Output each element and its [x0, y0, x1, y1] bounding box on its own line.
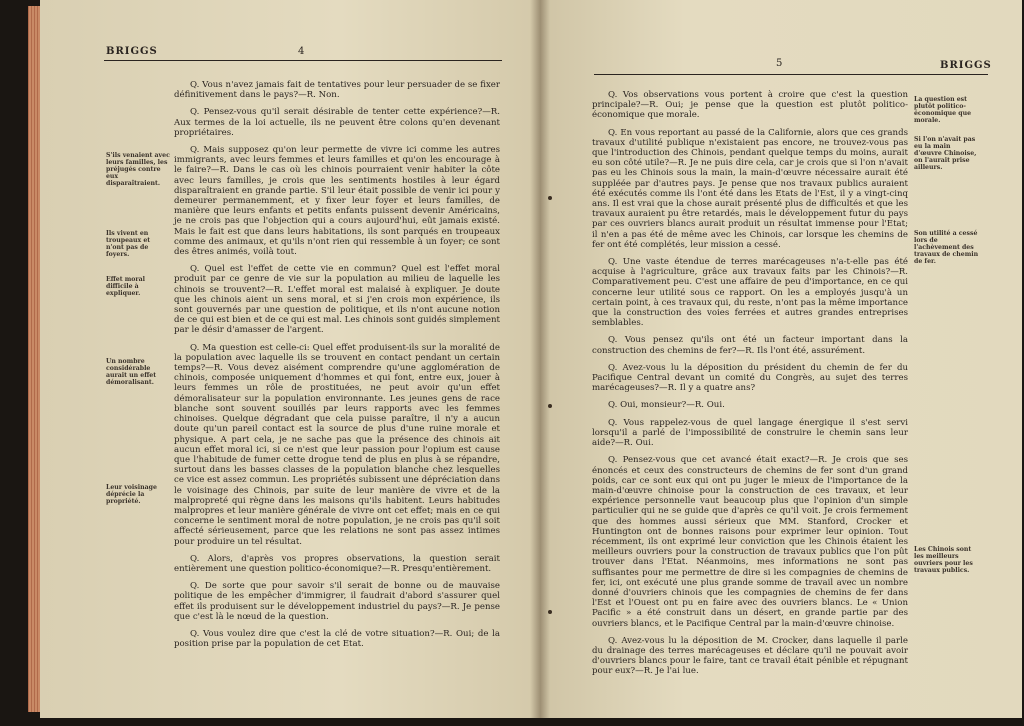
page-edges [28, 6, 40, 712]
paragraph: Q. Ma question est celle-ci: Quel effet produisent-ils sur la moralité de la population avec laquelle ils se trouvent en contact pendant un certain temps?—R. Vous devez aisément comprendre qu'une agglomération de chinois, composée uniquement d'hommes et qui font, entre eux, jouer à leurs femmes un rôle de prostituées, ne peut avoir qu'un effet démoralisateur sur la population environnante. Les jeunes gens de race blanche sont souvent souillés par leurs rapports avec les femmes chinoises. Quelque dégradant que cela puisse paraître, il n'y a aucun doute qu'un pareil contact est la source de plus d'une ruine morale et physique. A part cela, je ne sache pas que la présence des chinois ait aucun effet moral ici, si ce n'est que leur passion pour l'opium est cause que l'habitude de fumer cette drogue tend de plus en plus à se répandre, surtout dans les basses classes de la population blanche chez lesquelles ce vice est assez commun. Les propriétés subissent une dépréciation dans le voisinage des Chinois, par suite de leur manière de vivre et de la malpropreté qui règne dans les maisons qu'ils habitent. Leurs habitudes malpropres et leur manière générale de vivre ont cet effet; mais en ce qui concerne le sentiment moral de notre population, je ne crois pas qu'il soit affecté sérieusement, parce que les relations ne sont pas assez intimes pour produire un tel résultat. [174, 342, 500, 547]
paragraph: Q. Avez-vous lu la déposition de M. Crocker, dans laquelle il parle du drainage des terres marécageuses et déclare qu'il ne pouvait avoir d'ouvriers blancs pour le faire, tant ce travail était pénible et répugnant pour eux?—R. Je l'ai lue. [592, 635, 908, 677]
binding-hole [548, 610, 552, 614]
left-side-note-5: Leur voisinage déprécie la propriété. [106, 484, 157, 505]
right-page-number: 5 [776, 58, 783, 69]
right-side-note-4: Les Chinois sont les meilleurs ouvriers pour les travaux publics. [914, 546, 973, 574]
paragraph: Q. Avez-vous lu la déposition du président du chemin de fer du Pacifique Central devant un comité du Congrès, au sujet des terres marécageuses?—R. Il y a quatre ans? [592, 362, 908, 394]
right-header-rule [594, 74, 988, 75]
paragraph: Q. Pensez-vous qu'il serait désirable de tenter cette expérience?—R. Aux termes de la loi actuelle, ils ne peuvent être colons qu'en devenant propriétaires. [174, 107, 500, 138]
paragraph: Q. Vous voulez dire que c'est la clé de votre situation?—R. Oui; de la position prise par la population de cet Etat. [174, 628, 500, 650]
paragraph: Q. De sorte que pour savoir s'il serait de bonne ou de mauvaise politique de les empêcher d'immigrer, il faudrait d'abord s'assurer quel effet ils produisent sur le développement industriel du pays?—R. Je pense que c'est là le nœud de la question. [174, 581, 500, 622]
left-side-note-1: S'ils venaient avec leurs familles, les préjugés contre eux disparaîtraient. [106, 152, 170, 187]
left-side-note-2: Ils vivent en troupeaux et n'ont pas de foyers. [106, 230, 151, 258]
paragraph: Q. Vos observations vous portent à croire que c'est la question principale?—R. Oui; je pense que la question est plutôt politico-économique que morale. [592, 90, 908, 121]
paragraph: Q. Oui, monsieur?—R. Oui. [608, 400, 725, 411]
right-side-note-2: Si l'on n'avait pas eu la main d'œuvre Chinoise, on l'aurait prise ailleurs. [914, 136, 977, 171]
book-gutter [530, 0, 550, 718]
paragraph: Q. En vous reportant au passé de la Californie, alors que ces grands travaux d'utilité publique n'existaient pas encore, ne trouvez-vous pas que l'introduction des Chinois, pendant quelque temps du moins, aurait eu son côté utile?—R. Je ne puis dire cela, car je crois que si l'on n'avait pas eu les Chinois sous la main, la main-d'œuvre nécessaire aurait été suppléée par d'autres pays. Je pense que nos travaux publics auraient été exécutés comme ils l'ont été dans les Etats de l'Est, il y a vingt-cinq ans. Il est vrai que la chose aurait présenté plus de difficultés et que les travaux auraient pu être retardés, mais le développement futur du pays par ces ouvriers blancs aurait produit un résultat immense pour l'Etat; il n'en a pas été de même avec les Chinois, car lorsque les chemins de fer ont été complétés, leur mission a cessé. [592, 127, 908, 250]
left-side-note-4: Un nombre considérable aurait un effet démoralisant. [106, 358, 157, 386]
binding-hole [548, 404, 552, 408]
right-page [540, 0, 1022, 718]
left-running-head: BRIGGS [106, 46, 158, 57]
right-running-head: BRIGGS [940, 60, 992, 71]
left-side-note-3: Effet moral difficile à expliquer. [106, 276, 146, 297]
left-page [40, 0, 540, 718]
paragraph: Q. Une vaste étendue de terres marécageuses n'a-t-elle pas été acquise à l'agriculture, grâce aux travaux faits par les Chinois?—R. Comparativement peu. C'est une affaire de peu d'importance, en ce qui concerne leur utilité sous ce rapport. On les a employés jusqu'à un certain point, à ces travaux qui, du reste, n'ont pas la même importance que la construction des voies ferrées et autres grandes entreprises semblables. [592, 257, 908, 329]
paragraph: Q. Vous rappelez-vous de quel langage énergique il s'est servi lorsqu'il a parlé de l'impossibilité de construire le chemin sans leur aide?—R. Oui. [592, 417, 908, 449]
left-body-text [174, 80, 500, 656]
paragraph: Q. Mais supposez qu'on leur permette de vivre ici comme les autres immigrants, avec leurs femmes et leurs familles et qu'on les encourage à le faire?—R. Dans le cas où les chinois pourraient venir habiter la côte avec leurs familles, je crois que les sentiments hostiles à leur égard disparaîtraient en grande partie. S'il leur était possible de venir ici pour y demeurer permanemment, et y fixer leur foyer et leurs familles, de manière que leurs enfants et petits enfants puissent devenir Américains, je ne crois pas que l'objection qui a cours aujourd'hui, eût jamais existé. Mais le fait est que dans leurs habitations, ils sont parqués en troupeaux comme des animaux, et qu'ils n'ont rien qui ressemble à un foyer; ce sont des êtres animés, voilà tout. [174, 145, 500, 258]
paragraph: Q. Vous n'avez jamais fait de tentatives pour leur persuader de se fixer définitivement dans le pays?—R. Non. [174, 80, 500, 101]
paragraph: Q. Alors, d'après vos propres observations, la question serait entièrement une question politico-économique?—R. Presqu'entièrement. [174, 553, 500, 574]
paragraph: Q. Quel est l'effet de cette vie en commun? Quel est l'effet moral produit par ce genre de vie sur la population au milieu de laquelle les chinois se trouvent?—R. L'effet moral est malaisé à expliquer. Je doute que les chinois aient un sens moral, et si j'en crois mon expérience, ils sont gouvernés par une question de politique, et ils n'ont aucune notion de ce qui est bien et de ce qui est mal. Les chinois sont guidés simplement par le désir d'amasser de l'argent. [174, 264, 500, 336]
paragraph: Q. Pensez-vous que cet avancé était exact?—R. Je crois que ses énoncés et ceux des constructeurs de chemins de fer sont d'un grand poids, car ce sont eux qui ont pu juger le mieux de l'importance de la main-d'œuvre chinoise pour la construction de ces travaux, et leur expérience personnelle vaut beaucoup plus que l'opinion d'un simple particulier qui ne se guide que d'après ce qu'il voit. Je crois fermement que des hommes aussi sérieux que MM. Stanford, Crocker et Huntington ont de bonnes raisons pour exprimer leur opinion. Tout récemment, ils ont exprimé leur conviction que les Chinois étaient les meilleurs ouvriers pour la construction de travaux publics que l'on pût trouver dans l'Etat. Néanmoins, mes informations ne sont pas suffisantes pour me permettre de dire si les compagnies de chemins de fer, ici, ont exécuté une plus grande somme de travail avec un nombre donné d'ouvriers chinois que les compagnies de chemins de fer dans l'Est et l'Ouest ont pu en faire avec des ouvriers blancs. Le « Union Pacific » a été construit dans un désert, en grande partie par des ouvriers blancs, et le Pacifique Central par la main-d'œuvre chinoise. [592, 455, 908, 629]
left-page-number: 4 [298, 46, 305, 57]
binding-hole [548, 196, 552, 200]
right-side-note-1: La question est plutôt politico-économique que morale. [914, 96, 972, 124]
left-header-rule [104, 60, 502, 61]
right-body-text [592, 90, 908, 684]
right-side-note-3: Son utilité a cessé lors de l'achèvement des travaux de chemin de fer. [914, 230, 979, 265]
paragraph: Q. Vous pensez qu'ils ont été un facteur important dans la construction des chemins de fer?—R. Ils l'ont été, assurément. [592, 335, 908, 356]
